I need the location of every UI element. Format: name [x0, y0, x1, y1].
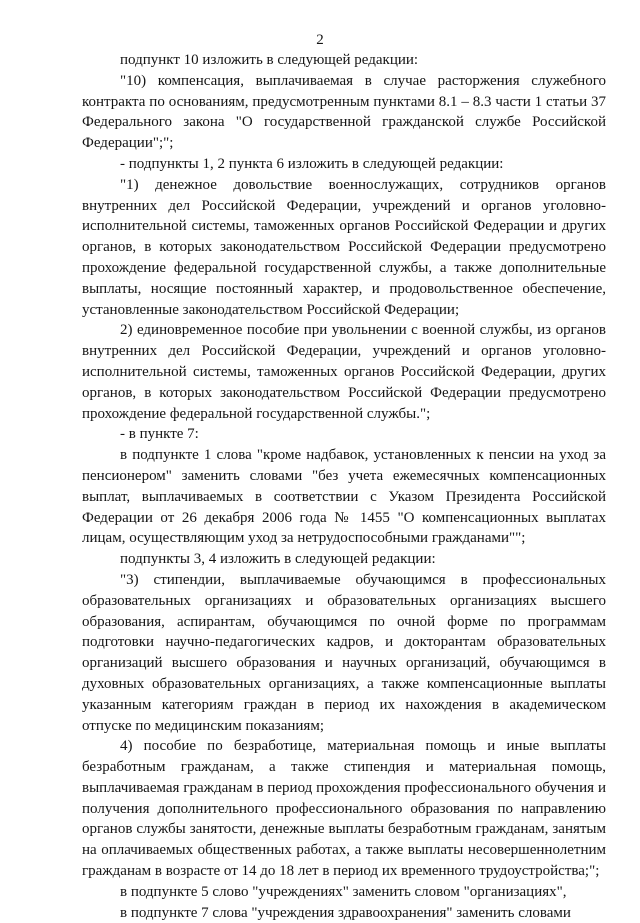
paragraph-subpoint-10-text: "10) компенсация, выплачиваемая в случае расторжения служебного контракта по основаниям, предусмотренным пунктами 8.1 – 8.3 части 1 статьи 37 Федерального закона "О государственной гражданской службе Российской Федерации";"; [82, 72, 606, 152]
paragraph-subpoint-4-text: 4) пособие по безработице, материальная помощь и иные выплаты безработным гражданам, а также стипендия и материальная помощь, выплачиваемая гражданам в период прохождения профессионального обучения и получения дополнительного профессионального образования по направлению органов службы занятости, денежные выплаты безработным гражданам, занятым на оплачиваемых общественных работах, а также выплаты несовершеннолетним гражданам в возрасте от 14 до 18 лет в период их временного трудоустройства;"; [82, 738, 606, 880]
paragraph-subpoint-5: в подпункте 5 слово "учреждениях" заменить словом "организациях", [120, 883, 567, 900]
paragraph-point-7-subpoint-1: в подпункте 1 слова "кроме надбавок, установленных к пенсии на уход за пенсионером" заменить словами "без учета ежемесячных компенсационных выплат, выплачиваемых в соответствии с Указом Президента Российской Федерации от 26 декабря 2006 года № 1455 "О компенсационных выплатах лицам, осуществляющим уход за нетрудоспособными гражданами""; [82, 447, 606, 547]
paragraph-point-6-subpoint-1: "1) денежное довольствие военнослужащих, сотрудников органов внутренних дел Российской Федерации, учреждений и органов уголовно-исполнительной системы, таможенных органов Российской Федерации и других органов, в которых законодательством Российской Федерации предусмотрено прохождение федеральной государственной службы, а также дополнительные выплаты, носящие постоянный характер, и продовольственное обеспечение, установленные законодательством Российской Федерации; [82, 176, 606, 318]
page-number: 2 [316, 32, 324, 48]
paragraph-subpoints-3-4-intro: подпункты 3, 4 изложить в следующей редакции: [120, 551, 436, 568]
paragraph-point-6-subpoint-2: 2) единовременное пособие при увольнении с военной службы, из органов внутренних дел Российской Федерации, учреждений и органов уголовно-исполнительной системы, таможенных органов Российской Федерации, других органов, в которых законодательством Российской Федерации предусмотрено прохождение федеральной государственной службы."; [82, 322, 606, 422]
paragraph-subpoint-10-intro: подпункт 10 изложить в следующей редакции: [120, 52, 419, 68]
paragraph-subpoint-3-text: "3) стипендии, выплачиваемые обучающимся в профессиональных образовательных организациях и образовательных организациях высшего образования, аспирантам, обучающимся по очной форме по программам подготовки научно-педагогических кадров, и докторантам образовательных организаций высшего образования и научных организаций, обучающимся в духовных образовательных организациях, а также компенсационные выплаты указанным категориям граждан в период их нахождения в академическом отпуске по медицинским показаниям; [82, 571, 606, 734]
document-body [82, 50, 606, 923]
paragraph-point-7-intro: - в пункте 7: [120, 426, 199, 443]
paragraph-point-6-intro: - подпункты 1, 2 пункта 6 изложить в следующей редакции: [120, 155, 504, 172]
paragraph-subpoint-7: в подпункте 7 слова "учреждения здравоохранения" заменить словами [120, 904, 571, 921]
